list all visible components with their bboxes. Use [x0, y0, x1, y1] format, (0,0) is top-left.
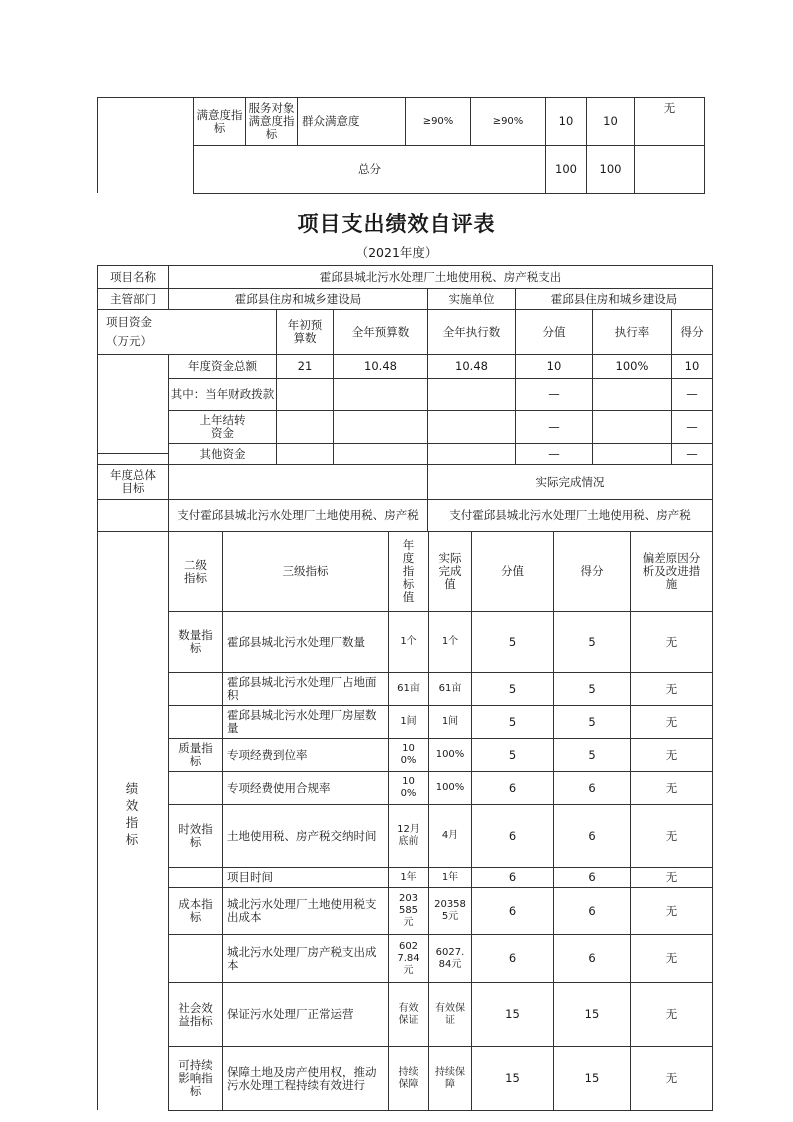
perf-target-cell	[388, 738, 429, 772]
perf-header-value: 分值	[471, 531, 554, 612]
perf-value-text: 6	[508, 951, 517, 965]
perf-target-text: 1年	[400, 871, 417, 883]
funds-cell: 10	[671, 354, 713, 379]
funds-row-label: 其他资金	[168, 443, 277, 465]
funds-header-initial: 年初预算数	[276, 309, 334, 355]
perf-score-text: 15	[584, 1071, 600, 1085]
perf-target-cell	[388, 705, 429, 739]
perf-target-text: 100%	[400, 743, 417, 766]
project-name: 霍邱县城北污水处理厂土地使用税、房产税支出	[319, 269, 562, 284]
perf-note-text: 无	[665, 870, 678, 884]
perf-score-text: 6	[588, 870, 596, 884]
perf-note-cell	[630, 887, 713, 935]
perf-l3-cell	[222, 804, 389, 868]
perf-note-cell	[630, 934, 713, 983]
top-total-note-cell	[634, 145, 705, 194]
funds-cell: 10	[515, 354, 593, 379]
perf-l3-text: 霍邱县城北污水处理厂数量	[227, 634, 365, 649]
funds-cell	[427, 410, 516, 444]
perf-note-text: 无	[665, 951, 678, 965]
perf-label: 绩效指标	[125, 781, 139, 847]
top-score-cell	[586, 97, 635, 146]
perf-l3-text: 保证污水处理厂正常运营	[227, 1007, 354, 1021]
project-name-cell	[168, 265, 713, 289]
perf-value-cell	[471, 771, 554, 805]
perf-score-cell	[553, 611, 631, 673]
funds-cell	[333, 443, 428, 465]
page-title: 项目支出绩效自评表	[297, 211, 496, 236]
perf-note-text: 无	[665, 714, 678, 729]
perf-l2-cell	[168, 705, 223, 739]
funds-cell: —	[671, 378, 713, 411]
perf-value-cell	[471, 672, 554, 706]
perf-actual-text: 61亩	[438, 683, 462, 694]
perf-value-text: 15	[505, 1007, 520, 1021]
perf-value-text: 6	[508, 828, 517, 843]
perf-value-cell	[471, 982, 554, 1047]
perf-target-text: 1个	[400, 636, 417, 647]
perf-score-text: 6	[588, 828, 596, 843]
perf-value-cell	[471, 611, 554, 673]
perf-value-text: 15	[505, 1071, 520, 1085]
perf-score-text: 6	[588, 951, 596, 965]
perf-l3-cell	[222, 738, 389, 772]
perf-header-score: 得分	[553, 531, 631, 612]
funds-row-label: 其中：当年财政拨款	[168, 378, 277, 411]
goal-planned-cell	[168, 499, 428, 532]
perf-l2-cell	[168, 611, 223, 673]
funds-cell: —	[671, 410, 713, 444]
perf-score-text: 6	[588, 780, 596, 795]
perf-note-text: 无	[665, 828, 678, 843]
goal-blank-cell	[168, 464, 428, 500]
perf-actual-cell	[428, 705, 472, 739]
perf-target-cell	[388, 867, 429, 888]
perf-actual-text: 1年	[441, 871, 459, 883]
perf-actual-text: 6027.84元	[435, 946, 465, 970]
perf-note-text: 无	[665, 1007, 678, 1021]
funds-cell: —	[515, 410, 593, 444]
perf-header-note: 偏差原因分析及改进措施	[630, 531, 713, 612]
impl-value: 霍邱县住房和城乡建设局	[550, 291, 678, 306]
perf-value-cell	[471, 1046, 554, 1111]
goal-planned: 支付霍邱县城北污水处理厂土地使用税、房产税	[177, 508, 419, 522]
perf-header-target: 年度指标值	[388, 531, 429, 612]
funds-cell: 10.48	[333, 354, 428, 379]
perf-l3-cell	[222, 672, 389, 706]
perf-score-cell	[553, 867, 631, 888]
funds-label-cell	[97, 309, 277, 355]
perf-value-cell	[471, 934, 554, 983]
perf-l3-text: 城北污水处理厂房产税支出成本	[227, 944, 377, 972]
perf-actual-cell	[428, 611, 472, 673]
perf-l3-text: 霍邱县城北污水处理厂占地面积	[227, 675, 377, 702]
perf-actual-cell	[428, 1046, 472, 1111]
perf-note-cell	[630, 611, 713, 673]
perf-l2-cell	[168, 738, 223, 772]
perf-score-cell	[553, 887, 631, 935]
funds-cell	[333, 410, 428, 444]
dept-label-cell	[97, 288, 169, 310]
perf-target-text: 1间	[400, 716, 417, 727]
perf-note-text: 无	[665, 1071, 678, 1085]
perf-target-text: 203585元	[398, 893, 419, 928]
perf-value-text: 5	[508, 681, 517, 696]
impl-label-cell	[427, 288, 516, 310]
perf-value-cell	[471, 867, 554, 888]
perf-value-cell	[471, 738, 554, 772]
top-level2-cell	[193, 97, 246, 146]
perf-l2-text: 数量指标	[178, 628, 213, 655]
perf-l2-cell	[168, 1046, 223, 1111]
perf-score-cell	[553, 705, 631, 739]
perf-actual-cell	[428, 804, 472, 868]
top-target-text: ≥90%	[422, 115, 454, 127]
perf-l3-cell	[222, 771, 389, 805]
perf-actual-cell	[428, 771, 472, 805]
perf-l3-cell	[222, 1046, 389, 1111]
project-name-label-cell	[97, 265, 169, 289]
top-actual-text: ≥90%	[492, 115, 524, 127]
perf-note-cell	[630, 771, 713, 805]
top-total-value-cell	[545, 145, 587, 194]
perf-note-text: 无	[665, 747, 678, 762]
perf-header-l2: 二级指标	[168, 531, 223, 612]
funds-header-executed: 全年执行数	[427, 309, 516, 355]
perf-note-cell	[630, 705, 713, 739]
perf-l3-cell	[222, 982, 389, 1047]
top-actual-cell	[470, 97, 546, 146]
perf-value-cell	[471, 887, 554, 935]
funds-cell: 10.48	[427, 354, 516, 379]
funds-row-label: 年度资金总额	[168, 354, 277, 379]
perf-target-text: 100%	[400, 776, 417, 799]
perf-left-border	[97, 531, 98, 1110]
funds-cell	[592, 443, 672, 465]
perf-target-cell	[388, 982, 429, 1047]
perf-value-text: 6	[508, 780, 517, 795]
perf-target-cell	[388, 611, 429, 673]
perf-l3-text: 城北污水处理厂土地使用税支出成本	[227, 897, 377, 924]
funds-cell: —	[515, 443, 593, 465]
perf-note-text: 无	[665, 634, 678, 649]
top-target-cell	[405, 97, 471, 146]
funds-label-1: 项目资金	[106, 315, 152, 329]
top-score-text: 10	[603, 114, 618, 128]
funds-cell: 100%	[592, 354, 672, 379]
perf-target-cell	[388, 771, 429, 805]
perf-actual-text: 1个	[441, 636, 459, 647]
perf-actual-cell	[428, 934, 472, 983]
perf-actual-text: 持续保障	[435, 1066, 465, 1090]
perf-l2-cell	[168, 672, 223, 706]
top-note-text: 无	[663, 101, 676, 115]
perf-note-cell	[630, 672, 713, 706]
funds-cell	[276, 378, 334, 411]
top-total-label-text: 总分	[358, 162, 381, 176]
perf-score-cell	[553, 738, 631, 772]
top-indicator-text: 群众满意度	[302, 114, 360, 128]
perf-l2-cell	[168, 887, 223, 935]
top-level2-text: 满意度指标	[196, 107, 243, 135]
funds-cell	[333, 378, 428, 411]
top-score-value-cell	[545, 97, 587, 146]
perf-l2-cell	[168, 982, 223, 1047]
perf-l2-text: 质量指标	[178, 741, 213, 768]
perf-score-text: 5	[588, 681, 596, 696]
perf-value-cell	[471, 705, 554, 739]
perf-l2-text: 社会效益指标	[178, 1000, 213, 1028]
perf-target-cell	[388, 887, 429, 935]
project-name-label: 项目名称	[110, 269, 156, 284]
perf-note-text: 无	[665, 681, 678, 696]
perf-score-text: 5	[588, 714, 596, 729]
perf-note-text: 无	[665, 780, 678, 795]
perf-score-text: 5	[588, 634, 596, 649]
perf-l3-cell	[222, 867, 389, 888]
perf-l2-text: 可持续影响指标	[178, 1058, 213, 1098]
top-level3-cell	[245, 97, 298, 146]
perf-score-text: 6	[588, 903, 596, 918]
perf-note-cell	[630, 804, 713, 868]
funds-cell	[427, 443, 516, 465]
top-total-score-text: 100	[599, 162, 622, 176]
goal-label: 年度总体目标	[110, 468, 156, 495]
funds-label-2: （万元）	[106, 334, 152, 348]
perf-l3-cell	[222, 705, 389, 739]
funds-cell	[592, 378, 672, 411]
perf-l3-text: 霍邱县城北污水处理厂房屋数量	[227, 708, 377, 735]
funds-header-score: 得分	[671, 309, 713, 355]
perf-note-cell	[630, 738, 713, 772]
goal-actual-label-cell	[427, 464, 713, 500]
perf-l2-cell	[168, 867, 223, 888]
perf-value-text: 6	[508, 903, 517, 918]
perf-score-cell	[553, 804, 631, 868]
perf-target-text: 12月底前	[397, 824, 420, 847]
perf-header-actual: 实际完成值	[428, 531, 472, 612]
perf-actual-text: 4月	[441, 830, 459, 841]
top-indicator-cell	[297, 97, 406, 146]
perf-l3-text: 专项经费使用合规率	[227, 780, 331, 795]
perf-l3-text: 保障土地及房产使用权，推动污水处理工程持续有效进行	[227, 1064, 377, 1092]
perf-value-text: 5	[508, 747, 517, 762]
perf-actual-cell	[428, 738, 472, 772]
dept-label: 主管部门	[110, 291, 156, 306]
perf-actual-text: 1间	[441, 716, 459, 727]
perf-l2-cell	[168, 771, 223, 805]
goal-spacer-cell	[97, 499, 169, 532]
top-score-value-text: 10	[558, 114, 574, 128]
perf-score-text: 15	[584, 1007, 600, 1021]
perf-l3-cell	[222, 611, 389, 673]
perf-l3-text: 土地使用税、房产税交纳时间	[227, 828, 377, 843]
perf-score-cell	[553, 771, 631, 805]
perf-l2-text: 成本指标	[178, 897, 213, 924]
perf-actual-cell	[428, 867, 472, 888]
funds-cell: 21	[276, 354, 334, 379]
perf-target-cell	[388, 934, 429, 983]
funds-cell	[427, 378, 516, 411]
perf-value-text: 5	[508, 714, 517, 729]
impl-label: 实施单位	[448, 291, 495, 306]
perf-target-text: 持续保障	[398, 1066, 419, 1090]
perf-note-text: 无	[665, 903, 678, 918]
perf-l2-cell	[168, 934, 223, 983]
top-total-label-cell	[193, 145, 546, 194]
top-level3-text: 服务对象满意度指标	[248, 101, 295, 141]
goal-label-cell	[97, 464, 169, 500]
dept-value: 霍邱县住房和城乡建设局	[234, 291, 362, 306]
page-subtitle: （2021年度）	[355, 245, 438, 260]
perf-score-cell	[553, 672, 631, 706]
top-note-cell	[634, 97, 705, 146]
perf-actual-cell	[428, 887, 472, 935]
impl-cell	[515, 288, 713, 310]
funds-cell: —	[671, 443, 713, 465]
goal-actual-label: 实际完成情况	[535, 474, 605, 489]
goal-actual: 支付霍邱县城北污水处理厂土地使用税、房产税	[449, 508, 691, 522]
perf-l3-cell	[222, 887, 389, 935]
perf-score-cell	[553, 934, 631, 983]
perf-l3-cell	[222, 934, 389, 983]
funds-header-full-budget: 全年预算数	[333, 309, 428, 355]
perf-l2-cell	[168, 804, 223, 868]
perf-actual-cell	[428, 982, 472, 1047]
funds-cell	[276, 443, 334, 465]
perf-header-l3: 三级指标	[222, 531, 389, 612]
funds-cell: —	[515, 378, 593, 411]
funds-row-spacer	[97, 354, 169, 454]
funds-header-value: 分值	[515, 309, 593, 355]
perf-target-cell	[388, 804, 429, 868]
perf-actual-text: 203585元	[434, 899, 466, 922]
perf-note-cell	[630, 1046, 713, 1111]
dept-cell	[168, 288, 428, 310]
perf-score-cell	[553, 1046, 631, 1111]
perf-l3-text: 项目时间	[227, 870, 273, 884]
perf-note-cell	[630, 982, 713, 1047]
perf-l2-text: 时效指标	[178, 822, 213, 849]
top-total-value-text: 100	[555, 162, 577, 176]
perf-target-text: 有效保证	[398, 1002, 419, 1026]
perf-value-cell	[471, 804, 554, 868]
top-top-border	[97, 97, 193, 98]
perf-note-cell	[630, 867, 713, 888]
perf-target-text: 61亩	[397, 683, 420, 694]
perf-score-cell	[553, 982, 631, 1047]
funds-left-border	[97, 443, 98, 465]
perf-target-cell	[388, 1046, 429, 1111]
perf-actual-text: 100%	[435, 749, 465, 760]
funds-row-label: 上年结转资金	[168, 410, 277, 444]
perf-target-cell	[388, 672, 429, 706]
perf-actual-cell	[428, 672, 472, 706]
top-left-border	[97, 97, 98, 193]
perf-actual-text: 100%	[435, 782, 465, 793]
perf-score-text: 5	[588, 747, 596, 762]
perf-target-text: 6027.84元	[397, 940, 420, 976]
top-total-score-cell	[586, 145, 635, 194]
funds-cell	[276, 410, 334, 444]
perf-l3-text: 专项经费到位率	[227, 747, 308, 762]
perf-value-text: 5	[508, 634, 517, 649]
perf-value-text: 6	[508, 870, 517, 884]
perf-actual-text: 有效保证	[435, 1002, 465, 1026]
goal-actual-cell	[427, 499, 713, 532]
funds-header-rate: 执行率	[592, 309, 672, 355]
funds-cell	[592, 410, 672, 444]
